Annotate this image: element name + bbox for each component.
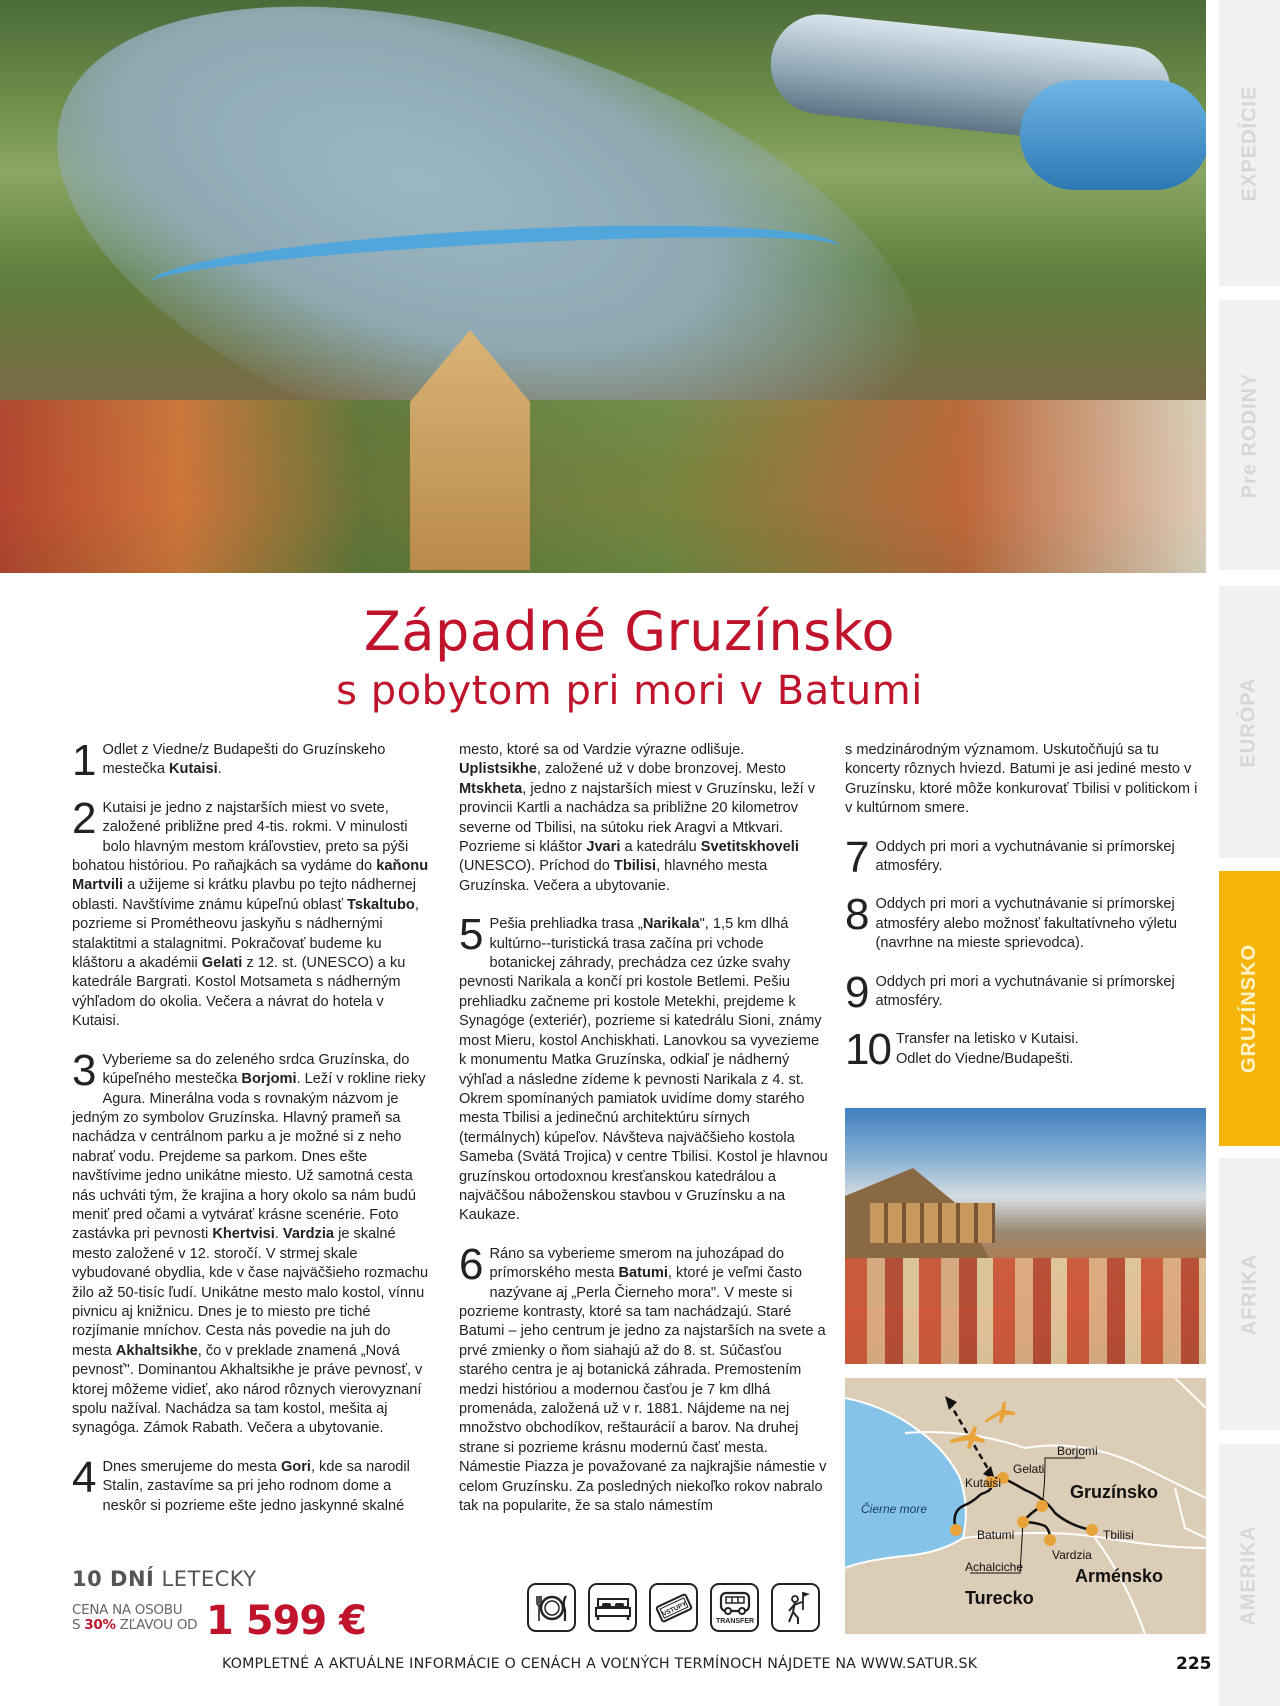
day-number: 9 (845, 967, 870, 1017)
day-text: Vyberieme sa do zeleného srdca Gruzínska, do kúpeľného mestečka (102, 1051, 410, 1088)
narikala-fortress (870, 1203, 995, 1243)
day-8 (845, 890, 1205, 953)
price-label-line2 (72, 1618, 197, 1633)
place-name: Tbilisi (613, 858, 657, 875)
day-text: Pešia prehliadka trasa „ (489, 916, 643, 933)
tab-amerika[interactable] (1219, 1444, 1280, 1706)
old-town-roofs (0, 400, 1206, 573)
day-text: z 12. st. (UNESCO) a ku katedrále Bargrati. Kostol Motsameta s nádherným výhľadom do okolia. Večera a návrat do hotela v Kutaisi. (72, 955, 406, 1030)
day-text: . (274, 1226, 283, 1243)
day-number: 1 (72, 736, 97, 785)
day-text: Oddych pri mori a vychutnávanie si prímorskej atmosféry alebo možnosť fakultatívneho výletu (navrhne na mieste sprievodca). (875, 896, 1178, 952)
day-text: . (217, 761, 222, 778)
day-text: ", 1,5 km dlhá kultúrno--turistická trasa začína pri vchode botanickej záhrady, prechádza cez úzke svahy pevnosti Narikala a končí pri kostole Betlemi. Pešiu prehliadku začneme pri kostole Metekhi, prejdeme k Synagóge (exteriér), pozrieme si katedrálu Sioni, známy most Mieru, kostol Anchiskhati. Lanovkou sa vyvezieme k monumentu Matka Gruzínska, odkiaľ je nádherný výhľad a následne zídeme k pevnosti Narikala z 4. st. Okrem spomínaných pamiatok uvidíme domy starého mesta Tbilisi a jedinečnú architektúru sírnych (termálnych) kúpeľov. Návšteva najväčšieho kostola Sameba (Svätá Trojica) v centre Tbilisi. Kostol je hlavnou gruzínskou ortodoxnou kresťanskou katedrálou a najväčšou náboženskou stavbou v Gruzínsku a na Kaukaze. (459, 916, 828, 1224)
transfer-bus-icon (710, 1583, 759, 1632)
day-text: , založené už v dobe bronzovej. Mesto (536, 761, 786, 778)
day-number: 3 (72, 1045, 97, 1095)
place-name: Borjomi (241, 1071, 297, 1088)
day-number: 10 (845, 1025, 890, 1075)
day-text: Ráno sa vyberieme smerom na juhozápad do prímorského mesta (489, 1245, 784, 1282)
route-map (845, 1378, 1206, 1634)
day-number: 7 (845, 832, 870, 882)
place-name: Gori (280, 1458, 311, 1475)
place-name: kaňonu Martvili (72, 858, 429, 894)
discount-percent: 30% (84, 1617, 116, 1633)
day-1 (72, 736, 432, 785)
day-number: 2 (72, 793, 97, 843)
day-7 (845, 832, 1205, 882)
day-number: 8 (845, 890, 870, 940)
label-borjomi: Borjomi (1057, 1444, 1098, 1458)
day-4 (72, 1452, 432, 1516)
day-text: s medzinárodným významom. Uskutočňujú sa tu koncerty rôznych hviezd. Batumi je asi jediné mesto v Gruzínsku, ktoré môže konkurovať Tbilisi v politickom i v kultúrnom smere. (845, 742, 1198, 817)
section-tabs (1219, 0, 1280, 1706)
place-name: Tskaltubo (346, 896, 415, 913)
day-text: a katedrálu (620, 839, 701, 856)
day-text: , hlavného mesta Gruzínska. Večera a ubytovanie. (459, 858, 768, 894)
meals-icon (527, 1583, 576, 1632)
place-name: Narikala (642, 916, 700, 933)
svg-text:TRANSFER: TRANSFER (715, 1617, 754, 1625)
label-achalciche: Achalciche (965, 1560, 1024, 1574)
day-6 (459, 1239, 829, 1517)
accommodation-icon (588, 1583, 637, 1632)
duration-days: 10 DNÍ (72, 1567, 155, 1591)
label-black-sea: Čierne more (861, 1502, 928, 1516)
itinerary-column-3 (845, 741, 1205, 1088)
place-name: Kutaisi (169, 761, 218, 778)
place-name: Vardzia (282, 1226, 335, 1243)
place-name: Svetitskhoveli (700, 839, 799, 856)
place-name: Jvari (586, 839, 621, 856)
price-label-text: ZĽAVOU OD (115, 1617, 198, 1633)
day-text: , kde sa narodil Stalin, zastavíme sa pri jeho rodnom dome a neskôr si pozrieme ešte jedno jaskynné skalné (102, 1458, 410, 1514)
included-services (527, 1583, 820, 1632)
label-batumi: Batumi (977, 1528, 1015, 1542)
day-3 (72, 1045, 432, 1439)
day-text: Oddych pri mori a vychutnávanie si prímorskej atmosféry. (875, 973, 1175, 1010)
svg-text:VSTUPY: VSTUPY (660, 1600, 688, 1618)
place-name: Khertvisi (212, 1226, 275, 1243)
day-text: Odlet z Viedne/z Budapešti do Gruzínskeho mestečka (102, 742, 386, 778)
price-value: 1 599 € (206, 1598, 367, 1644)
price-label-text: S (72, 1617, 85, 1633)
day-text: Oddych pri mori a vychutnávanie si prímorskej atmosféry. (875, 838, 1175, 875)
price-label-line1: CENA NA OSOBU (72, 1602, 183, 1618)
tab-label: AMERIKA (1238, 1524, 1260, 1626)
day-number: 6 (459, 1239, 484, 1289)
itinerary-column-1 (72, 736, 432, 1535)
day-text: Dnes smerujeme do mesta (102, 1458, 281, 1475)
tab-label: EURÓPA (1238, 676, 1260, 768)
label-armenia: Arménsko (1075, 1566, 1164, 1586)
day-10 (845, 1025, 1105, 1075)
old-town-houses (845, 1258, 1206, 1364)
tab-afrika[interactable] (1219, 1158, 1280, 1430)
day-text: . Leží v rokline rieky Agura. Minerálna voda s rovnakým názvom je jedným zo symbolov Gruzínska. Hlavný prameň sa nachádza v centrálnom parku a je možné si z neho nabrať vodu. Prejdeme sa parkom. Dnes ešte navštívime jedno unikátne miesto. Už samotná cesta nás uchváti tým, že krajina a hory okolo sa nám budú meniť pred očami a vytvárať krásne scenérie. Foto zastávka pri pevnosti (72, 1071, 426, 1243)
day-6-continued (845, 741, 1205, 819)
day-text: , jedno z najstarších miest v Gruzínsku, leží v provincii Kartli a nachádza sa približne 20 kilometrov severne od Tbilisi, na sútoku riek Aragvi a Mtkvari. Pozrieme si kláštor (459, 780, 816, 856)
guide-icon (771, 1583, 820, 1632)
page-subtitle: s pobytom pri mori v Batumi (336, 668, 923, 714)
itinerary-column-2 (459, 741, 829, 1535)
day-text: a užijeme si krátku plavbu po tejto nádhernej oblasti. Navštívime známu kúpeľnú oblasť (72, 877, 416, 913)
tab-pre-rodiny[interactable] (1219, 300, 1280, 570)
label-georgia: Gruzínsko (1070, 1482, 1159, 1502)
page-number: 225 (1176, 1654, 1212, 1674)
tab-label: Pre RODINY (1238, 372, 1260, 498)
day-text: (UNESCO). Príchod do (459, 858, 614, 875)
tab-label: GRUZÍNSKO (1238, 944, 1260, 1073)
day-number: 5 (459, 910, 484, 960)
place-name: Batumi (618, 1265, 668, 1282)
tab-label: EXPEDÍCIE (1238, 85, 1261, 201)
label-kutaisi: Kutaisi (965, 1476, 1002, 1490)
page-title: Západné Gruzínsko (363, 600, 896, 663)
label-gelati: Gelati (1013, 1462, 1045, 1476)
day-9 (845, 967, 1205, 1017)
tab-gruzinsko[interactable] (1219, 871, 1280, 1146)
tab-expedicie[interactable] (1219, 0, 1280, 286)
photo-tbilisi-old-town (845, 1108, 1206, 1364)
transport-type: LETECKY (161, 1567, 257, 1591)
place-name: Uplistsikhe (459, 761, 537, 778)
day-5 (459, 910, 829, 1226)
footer-info: KOMPLETNÉ A AKTUÁLNE INFORMÁCIE O CENÁCH A VOĽNÝCH TERMÍNOCH NÁJDETE NA WWW.SATUR.SK (222, 1656, 978, 1672)
day-text: , čo v preklade znamená „Nová pevnosť". Dominantou Akhaltsikhe je práve pevnosť, v ktorej môžeme vidieť, ako národ rôznych vierovyznaní spolu nažíval. Nachádza sa tam kostol, mešita aj synagóga. Zámok Rabath. Večera a ubytovanie. (72, 1342, 423, 1437)
entrance-tickets-icon (649, 1583, 698, 1632)
day-4-continued (459, 741, 829, 896)
day-text: , ktoré je veľmi často nazývane aj „Perla Čierneho mora". V meste si pozrieme kontrasty, ktoré sa tam nachádzajú. Staré Batumi – jeho centrum je jedno za najstarších na svete a prvé zmienky o ňom siahajú až do 8. st. Súčasťou starého centra je aj botanická záhrada. Premostením medzi históriou a modernou časťou je 7 km dlhá promenáda, založená už v r. 1881. Nájdeme na nej množstvo obchodíkov, reštaurácií a barov. Na druhej strane si pozrieme krásnu modernú časť mesta. Námestie Piazza je považované za najkrajšie námestie v celom Gruzínsku. Za posledných niekoľko rokov nabralo tak na popularite, že sa stalo námestím (459, 1265, 827, 1515)
label-tbilisi: Tbilisi (1103, 1528, 1134, 1542)
place-name: Akhaltsikhe (115, 1342, 198, 1359)
label-turkey: Turecko (965, 1588, 1034, 1608)
hero-photo-tbilisi (0, 0, 1206, 573)
price-label (72, 1603, 197, 1633)
place-name: Gelati (201, 955, 243, 972)
tab-europa[interactable] (1219, 586, 1280, 858)
day-text: , pozrieme si Prométheovu jaskyňu s nádhernými stalaktitmi a stalagnitmi. Pokračovať budeme ku kláštoru a akadémii (72, 896, 419, 972)
day-2 (72, 793, 432, 1032)
day-text: mesto, ktoré sa od Vardzie výrazne odlišuje. (459, 742, 745, 758)
place-name: Mtskheta (459, 780, 523, 797)
tab-label: AFRIKA (1238, 1253, 1261, 1335)
day-text: Transfer na letisko v Kutaisi. Odlet do Viedne/Budapešti. (895, 1031, 1079, 1067)
trip-duration (72, 1567, 257, 1591)
day-text: je skalné mesto založené v 12. storočí. V strmej skale vybudované obydlia, kde v čase najväčšieho rozmachu žilo až 50-tisíc ľudí. Unikátne mesto malo kostol, vínnu pivnicu aj knižnicu. Dnes je to miesto pre tiché rozjímanie mníchov. Cesta nás povedie na juh do mesta (72, 1226, 429, 1359)
day-text: Kutaisi je jedno z najstarších miest vo svete, založené približne pred 4-tis. rokmi. V minulosti bolo hlavným mestom kráľovstiev, preto sa pýši bohatou históriou. Po raňajkách sa vydáme do (72, 799, 409, 875)
label-vardzia: Vardzia (1052, 1548, 1092, 1562)
day-number: 4 (72, 1452, 97, 1502)
concert-hall-tube-blue (1020, 80, 1206, 190)
